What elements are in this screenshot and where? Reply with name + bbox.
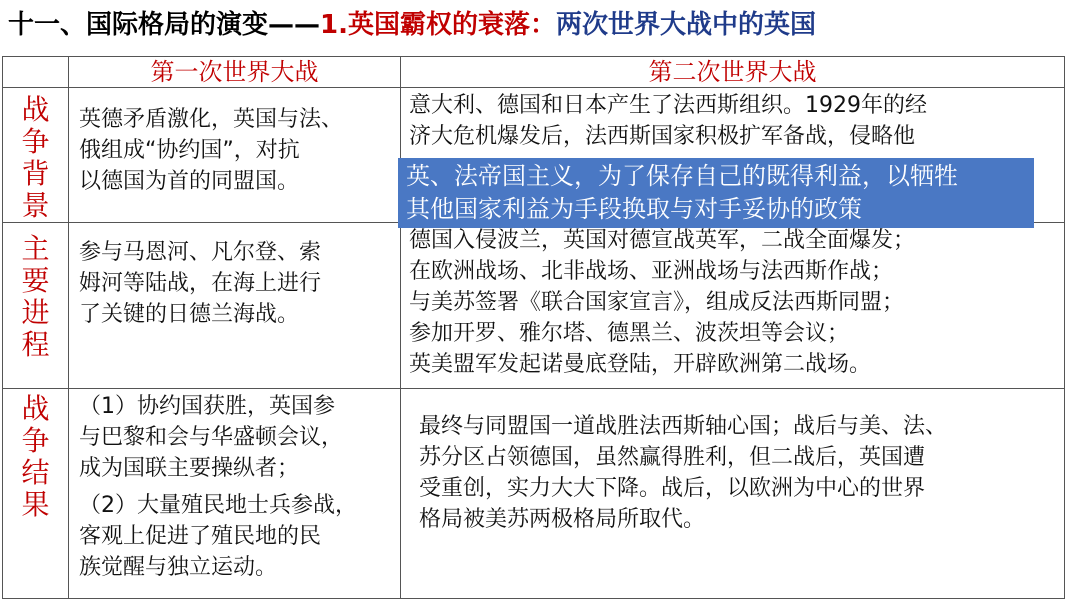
header-ww1: 第一次世界大战 [69, 57, 401, 88]
appeasement-definition-box: 英、法帝国主义，为了保存自己的既得利益，以牺牲 其他国家利益为手段换取与对手妥协的政策 [398, 158, 1034, 228]
table-row-course [3, 223, 1065, 389]
title-subtopic: 两次世界大战中的英国 [555, 10, 816, 40]
cell-result-ww1: （1）协约国获胜，英国参 与巴黎和会与华盛顿会议， 成为国联主要操纵者； （2）大量殖民地士兵参战， 客观上促进了殖民地的民 族觉醒与独立运动。 [69, 389, 401, 599]
header-corner [3, 57, 69, 88]
header-ww2: 第二次世界大战 [401, 57, 1065, 88]
row-label-course: 主 要 进 程 [3, 223, 69, 389]
cell-course-ww2: 德国入侵波兰，英国对德宣战英军，二战全面爆发； 在欧洲战场、北非战场、亚洲战场与法西斯作战； 与美苏签署《联合国家宣言》，组成反法西斯同盟； 参加开罗、雅尔塔、德黑兰、波茨坦等会议； 英美盟军发起诺曼底登陆，开辟欧洲第二战场。 [401, 223, 1065, 389]
table-row-result [3, 389, 1065, 599]
cell-result-ww2: 最终与同盟国一道战胜法西斯轴心国；战后与美、法、 苏分区占领德国，虽然赢得胜利，但二战后，英国遭 受重创，实力大大下降。战后，以欧洲为中心的世界 格局被美苏两极格局所取代。 [401, 389, 1065, 599]
page-title [8, 4, 816, 46]
title-section: 十一、国际格局的演变—— [8, 10, 321, 40]
cell-background-ww2: 意大利、德国和日本产生了法西斯组织。1929年的经 济大危机爆发后，法西斯国家积极扩军备战，侵略他 [401, 88, 1065, 223]
cell-course-ww1: 参与马恩河、凡尔登、索 姆河等陆战，在海上进行 了关键的日德兰海战。 [69, 223, 401, 389]
title-topic: 1.英国霸权的衰落： [320, 10, 556, 40]
cell-background-ww1: 英德矛盾激化，英国与法、 俄组成“协约国”，对抗 以德国为首的同盟国。 [69, 88, 401, 223]
row-label-result: 战 争 结 果 [3, 389, 69, 599]
comparison-table [2, 56, 1065, 599]
header-row [3, 57, 1065, 88]
row-label-background: 战 争 背 景 [3, 88, 69, 223]
